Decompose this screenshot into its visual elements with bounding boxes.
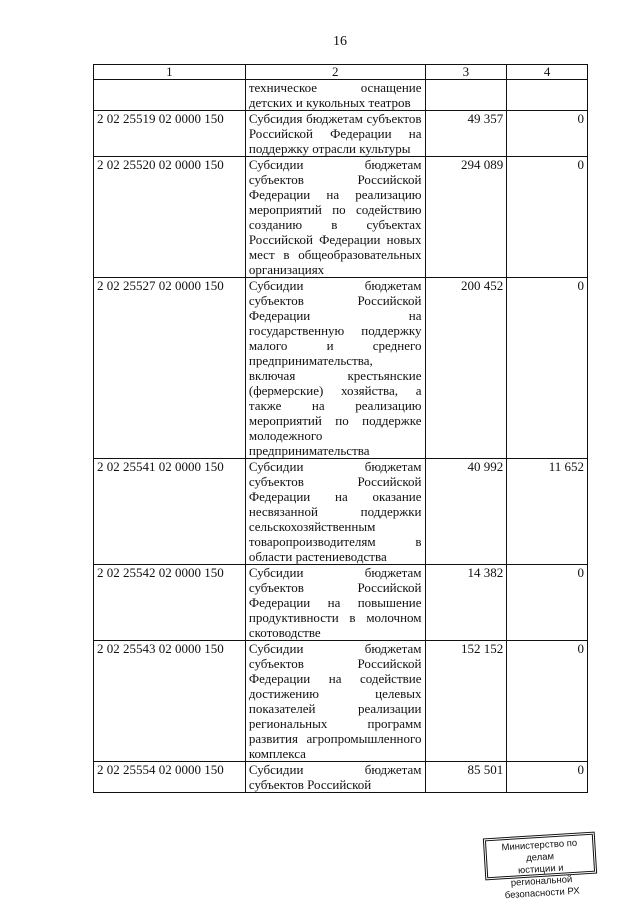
row-description: Субсидии бюджетам субъектов Российской [245, 762, 425, 793]
column-header: 3 [425, 65, 507, 80]
row-code: 2 02 25542 02 0000 150 [94, 565, 246, 641]
stamp-line: юстиции и региональной [510, 862, 573, 889]
row-col3-value: 40 992 [425, 459, 507, 565]
table-row [94, 641, 588, 762]
row-description: Субсидии бюджетам субъектов Российской Федерации на повышение продуктивности в молочном скотоводстве [245, 565, 425, 641]
ministry-stamp [483, 832, 597, 902]
row-code: 2 02 25554 02 0000 150 [94, 762, 246, 793]
row-col4-value [507, 80, 588, 111]
table-row [94, 278, 588, 459]
row-col4-value: 11 652 [507, 459, 588, 565]
column-header: 4 [507, 65, 588, 80]
stamp-line: Министерство по делам [501, 837, 578, 864]
table-row [94, 111, 588, 157]
table-header-row [94, 65, 588, 80]
row-code [94, 80, 246, 111]
row-col3-value: 49 357 [425, 111, 507, 157]
table-row [94, 565, 588, 641]
row-col3-value: 152 152 [425, 641, 507, 762]
table-row [94, 157, 588, 278]
budget-table [93, 64, 588, 793]
table-row [94, 762, 588, 793]
row-description: Субсидии бюджетам субъектов Российской Федерации на государственную поддержку малого и среднего предпринимательства, включая крестьянские (фермерские) хозяйства, а также на реализацию мероприятий по поддержке молодежного предпринимательства [245, 278, 425, 459]
row-col4-value: 0 [507, 278, 588, 459]
row-col3-value: 200 452 [425, 278, 507, 459]
row-code: 2 02 25543 02 0000 150 [94, 641, 246, 762]
row-col3-value: 14 382 [425, 565, 507, 641]
row-description: Субсидии бюджетам субъектов Российской Федерации на реализацию мероприятий по содействию созданию в субъектах Российской Федерации новых мест в общеобразовательных организациях [245, 157, 425, 278]
row-col4-value: 0 [507, 762, 588, 793]
column-header: 1 [94, 65, 246, 80]
row-description: Субсидии бюджетам субъектов Российской Федерации на содействие достижению целевых показателей реализации региональных программ развития агропромышленного комплекса [245, 641, 425, 762]
page-number: 16 [333, 34, 347, 49]
column-header: 2 [245, 65, 425, 80]
row-col3-value [425, 80, 507, 111]
row-col4-value: 0 [507, 641, 588, 762]
row-description: техническое оснащение детских и кукольных театров [245, 80, 425, 111]
table-row [94, 80, 588, 111]
stamp-line: безопасности РХ [504, 885, 581, 902]
table-row [94, 459, 588, 565]
row-description: Субсидии бюджетам субъектов Российской Федерации на оказание несвязанной поддержки сельскохозяйственным товаропроизводителям в области растениеводства [245, 459, 425, 565]
row-code: 2 02 25520 02 0000 150 [94, 157, 246, 278]
row-description: Субсидия бюджетам субъектов Российской Федерации на поддержку отрасли культуры [245, 111, 425, 157]
row-col4-value: 0 [507, 565, 588, 641]
row-code: 2 02 25541 02 0000 150 [94, 459, 246, 565]
row-col3-value: 294 089 [425, 157, 507, 278]
row-col4-value: 0 [507, 157, 588, 278]
row-code: 2 02 25527 02 0000 150 [94, 278, 246, 459]
row-col3-value: 85 501 [425, 762, 507, 793]
row-code: 2 02 25519 02 0000 150 [94, 111, 246, 157]
row-col4-value: 0 [507, 111, 588, 157]
